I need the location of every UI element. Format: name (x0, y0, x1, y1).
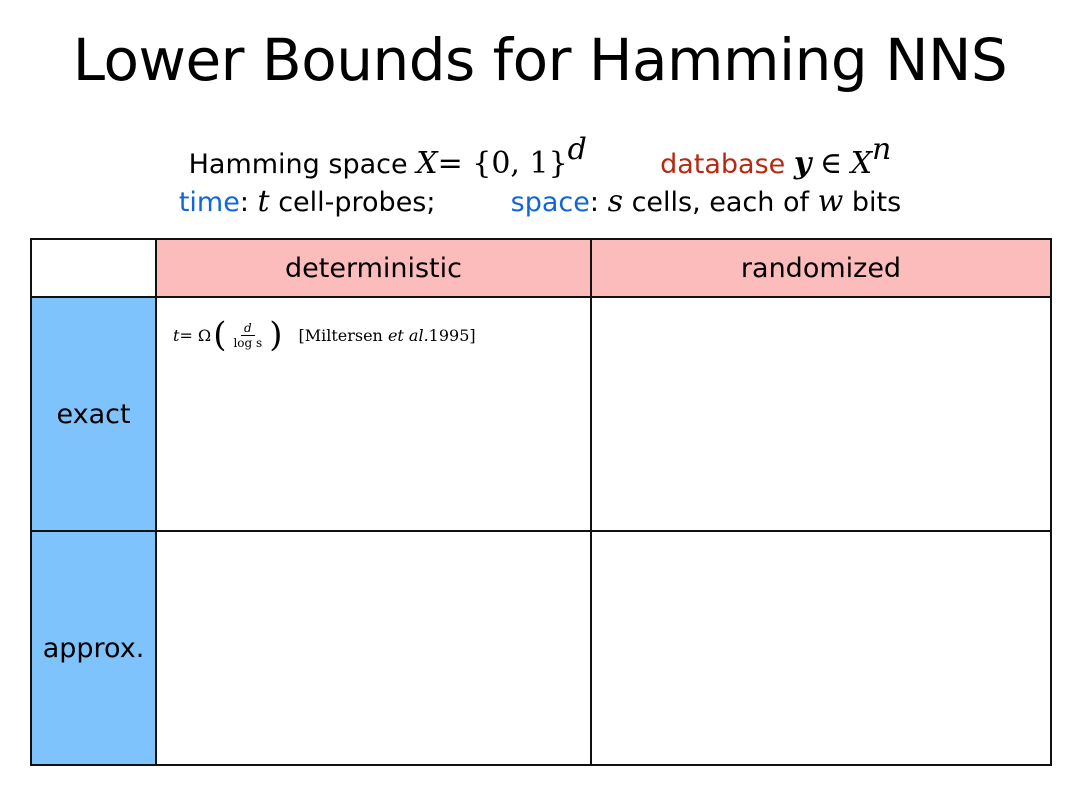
formula-lhs: t (173, 325, 180, 345)
cost-line (0, 180, 1080, 225)
time-var: t (257, 184, 270, 219)
database-in: ∈ (819, 146, 843, 181)
database-size: n (872, 132, 892, 167)
space-text-b: bits (851, 187, 902, 218)
formula-omega: = Ω (179, 325, 212, 345)
cell-approx-deterministic (156, 531, 591, 765)
row-header-approx: approx. (31, 531, 156, 765)
citation-year: 1995] (428, 325, 476, 345)
database-set: X (850, 146, 873, 181)
setup-line (0, 128, 1080, 187)
right-paren: ) (269, 315, 283, 355)
left-paren: ( (213, 315, 227, 355)
fraction-numerator: d (241, 321, 255, 336)
space-label: space (510, 187, 590, 218)
citation-author: [Miltersen (298, 325, 388, 345)
database-var: y (793, 146, 812, 181)
space-text-a: cells, each of (631, 187, 809, 218)
hamming-space-label: Hamming space (188, 149, 408, 180)
time-colon: : (239, 187, 249, 218)
hamming-dimension: d (567, 132, 587, 167)
space-colon: : (589, 187, 599, 218)
miltersen-bound (173, 315, 476, 355)
citation-etal: et al. (387, 325, 429, 345)
fraction (230, 321, 265, 350)
database-label: database (660, 149, 786, 180)
cell-exact-randomized (591, 297, 1051, 531)
word-size-var: w (817, 184, 844, 219)
time-label: time (178, 187, 240, 218)
hamming-set-expr: = {0, 1} (437, 146, 568, 181)
table-corner-cell (31, 239, 156, 297)
time-text: cell-probes; (278, 187, 436, 218)
slide-title: Lower Bounds for Hamming NNS (72, 26, 1008, 94)
col-header-randomized: randomized (591, 239, 1051, 297)
hamming-set-var: X (416, 146, 438, 181)
cell-approx-randomized (591, 531, 1051, 765)
row-header-exact: exact (31, 297, 156, 531)
space-var: s (607, 184, 623, 219)
fraction-denominator: log s (233, 335, 263, 350)
col-header-deterministic: deterministic (156, 239, 591, 297)
citation (298, 326, 475, 345)
bounds-table (30, 238, 1052, 766)
cell-exact-deterministic (156, 297, 591, 531)
